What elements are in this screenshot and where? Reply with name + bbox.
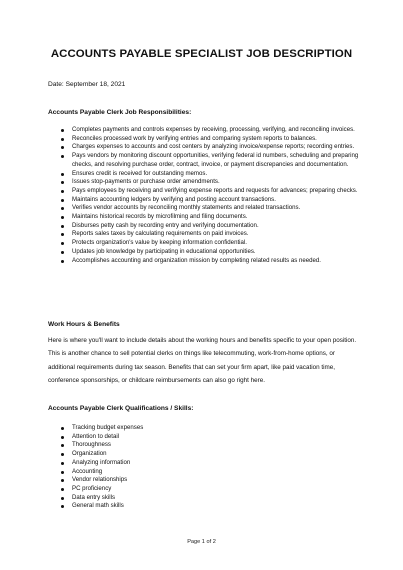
document-title: ACCOUNTS PAYABLE SPECIALIST JOB DESCRIPTION (50, 48, 353, 60)
document-date: Date: September 18, 2021 (48, 81, 126, 88)
list-item: Protects organization's value by keeping information confidential. (48, 239, 360, 248)
list-item: Organization (48, 450, 360, 459)
list-item: Maintains historical records by microfilming and filing documents. (48, 213, 360, 222)
list-item: Reconciles processed work by verifying entries and comparing system reports to balances. (48, 135, 360, 144)
list-item: Updates job knowledge by participating in educational opportunities. (48, 248, 360, 257)
list-item: Charges expenses to accounts and cost centers by analyzing invoice/expense reports; recording entries. (48, 143, 360, 152)
qualifications-heading: Accounts Payable Clerk Qualifications / Skills: (48, 405, 194, 412)
list-item: Vendor relationships (48, 476, 360, 485)
list-item: Maintains accounting ledgers by verifying and posting account transactions. (48, 196, 360, 205)
list-item: Disburses petty cash by recording entry and verifying documentation. (48, 222, 360, 231)
responsibilities-list (48, 126, 360, 265)
list-item: Thoroughness (48, 441, 360, 450)
list-item: General math skills (48, 502, 360, 511)
list-item: Completes payments and controls expenses by receiving, processing, verifying, and reconciling invoices. (48, 126, 360, 135)
list-item: Reports sales taxes by calculating requirements on paid invoices. (48, 230, 360, 239)
qualifications-list (48, 424, 360, 511)
list-item: Verifies vendor accounts by reconciling monthly statements and related transactions. (48, 204, 360, 213)
list-item: Issues stop-payments or purchase order amendments. (48, 178, 360, 187)
list-item: Ensures credit is received for outstanding memos. (48, 170, 360, 179)
responsibilities-heading: Accounts Payable Clerk Job Responsibilities: (48, 109, 192, 116)
list-item: Attention to detail (48, 433, 360, 442)
list-item: Pays employees by receiving and verifying expense reports and requests for advances; preparing checks. (48, 187, 360, 196)
work-hours-paragraph: Here is where you'll want to include details about the working hours and benefits specific to your open position. This is another chance to sell potential clerks on things like telecommuting, work-from-home options, or additional requirements during tax season. Benefits that can set your firm apart, like paid vacation time, conference sponsorships, or childcare reimbursements can also go right here. (48, 337, 357, 385)
list-item: Pays vendors by monitoring discount opportunities, verifying federal id numbers, scheduling and preparing checks, and resolving purchase order, contract, invoice, or payment discrepancies and documentation. (48, 152, 360, 169)
list-item: Analyzing information (48, 459, 360, 468)
list-item: Tracking budget expenses (48, 424, 360, 433)
list-item: Accomplishes accounting and organization mission by completing related results as needed. (48, 257, 360, 266)
list-item: Accounting (48, 468, 360, 477)
list-item: Data entry skills (48, 494, 360, 503)
page-footer: Page 1 of 2 (187, 539, 216, 545)
list-item: PC proficiency (48, 485, 360, 494)
work-hours-heading: Work Hours & Benefits (48, 321, 120, 328)
